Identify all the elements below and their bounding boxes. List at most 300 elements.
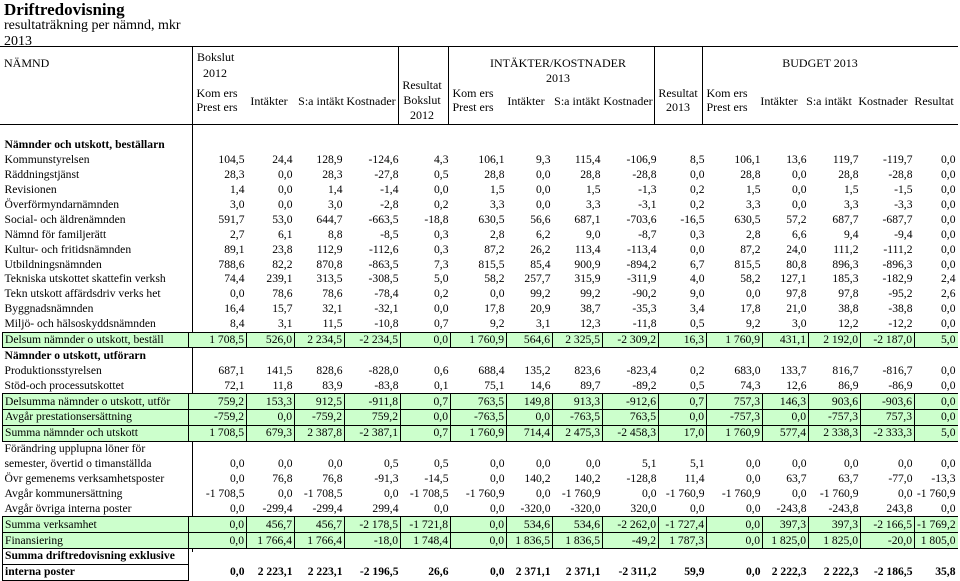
cell-value [507,138,553,153]
cell-value: -863,5 [368,257,399,271]
header-intakter-2012: Intäkter [250,94,288,108]
cell-value: -8,7 [638,227,657,241]
cell-value [915,441,958,456]
cell-value: 13,6 [786,153,807,167]
cell-value: 83,9 [322,378,343,392]
cell-value: -2 309,2 [603,332,659,348]
cell-value: 2 387,8 [295,425,345,441]
header-intakter-2013: Intäkter [507,94,545,108]
table-row [3,378,958,393]
cell-value: 870,8 [316,257,343,271]
cell-value: 313,5 [316,272,343,286]
table-row [3,348,958,363]
cell-value: 0,3 [434,242,449,256]
cell-value: -1 708,5 [409,486,449,500]
header-resultat-budget: Resultat [914,94,954,108]
cell-value: -759,2 [189,410,247,426]
cell-value: 3,1 [536,317,551,331]
cell-value: 0,0 [792,168,807,182]
page-year: 2013 [4,34,32,49]
row-label: Summa verksamhet [3,517,189,533]
cell-value: 1 748,4 [401,533,451,549]
cell-value: -1 760,9 [465,486,505,500]
cell-value [553,348,603,363]
cell-value: 687,1 [574,212,601,226]
cell-value: 0,0 [278,183,293,197]
cell-value: -90,2 [632,287,657,301]
cell-value: 28,8 [740,168,761,182]
cell-value: 0,5 [434,457,449,471]
cell-value: -896,3 [882,257,913,271]
table-row [3,227,958,242]
cell-value [809,348,861,363]
cell-value: 6,1 [278,227,293,241]
cell-value: 3,3 [586,198,601,211]
cell-value: -2 311,2 [618,565,657,579]
header-prest-ers-budget: Prest ers [706,100,748,114]
cell-value: 5,0 [434,272,449,286]
row-label: Byggnadsnämnden [4,302,94,316]
cell-value: 0,7 [401,425,451,441]
cell-value: -903,6 [861,394,915,410]
cell-value: 104,5 [218,153,245,167]
cell-value: -49,2 [603,533,659,549]
cell-value: 63,7 [838,472,859,486]
cell-value: 0,0 [189,517,247,533]
table-row [3,564,958,580]
cell-value: 900,9 [574,257,601,271]
cell-value: -119,7 [882,153,913,167]
cell-value: 128,9 [316,153,343,167]
col-divider-5 [654,46,655,124]
cell-value: 0,0 [915,410,958,426]
cell-value: 76,8 [272,472,293,486]
cell-value: 0,0 [401,332,451,348]
cell-value: -35,3 [632,302,657,316]
cell-value: 0,0 [490,565,505,579]
cell-value: 9,2 [746,317,761,331]
cell-value: 57,2 [786,212,807,226]
cell-value: 0,0 [941,302,956,316]
cell-value [345,441,401,456]
row-label: Finansiering [3,533,189,549]
cell-value: 20,9 [530,302,551,316]
cell-value: 763,5 [451,394,507,410]
cell-value: 0,0 [941,227,956,241]
cell-value: 53,0 [272,212,293,226]
cell-value: 140,2 [574,472,601,486]
cell-value: 0,0 [941,242,956,256]
cell-value: 23,8 [272,242,293,256]
cell-value: -18,8 [424,212,449,226]
header-kom-ers-budget: Kom ers [706,86,748,100]
cell-value: 2 192,0 [809,332,861,348]
cell-value [295,138,345,153]
cell-value: 0,0 [507,410,553,426]
cell-value: 0,0 [792,183,807,197]
cell-value: 0,0 [898,486,913,500]
cell-value [507,441,553,456]
cell-value: 0,0 [659,410,707,426]
header-bokslut: Bokslut [197,50,235,64]
cell-value: 828,6 [316,363,343,377]
cell-value: 26,6 [428,565,449,579]
cell-value: 0,0 [451,517,507,533]
cell-value: 1,4 [230,183,245,197]
cell-value: 97,8 [838,287,859,301]
cell-value: 1 836,5 [553,533,603,549]
cell-value: 5,1 [690,457,705,471]
header-ink-group: INTÄKTER/KOSTNADER 2013 [490,56,626,85]
cell-value [763,348,809,363]
cell-value: -311,9 [626,272,657,286]
table-row [3,257,958,272]
cell-value: 1 760,9 [451,425,507,441]
header-sa-intakt-budget: S:a intäkt [806,94,852,108]
cell-value: -2 234,5 [345,332,401,348]
cell-value [401,441,451,456]
cell-value [401,138,451,153]
cell-value: 2 223,1 [257,565,293,579]
table-row [3,153,958,168]
row-label: Stöd-och processutskottet [4,378,124,392]
cell-value: -89,2 [632,378,657,392]
cell-value: -83,8 [374,378,399,392]
cell-value: 78,6 [272,287,293,301]
cell-value: 1 825,0 [763,533,809,549]
cell-value: 119,7 [832,153,859,167]
cell-value: 140,2 [524,472,551,486]
cell-value: 0,0 [536,486,551,500]
col-divider-2 [448,46,449,124]
cell-value: 0,0 [792,486,807,500]
cell-value [507,348,553,363]
table-row [3,410,958,426]
cell-value: 0,0 [490,472,505,486]
cell-value: 4,0 [690,272,705,286]
cell-value: 1,5 [490,183,505,197]
cell-value: -128,8 [626,472,657,486]
table-row [3,486,958,501]
cell-value: -828,0 [368,363,399,377]
table-row [3,287,958,302]
cell-value: 2 475,3 [553,425,603,441]
cell-value: 0,2 [434,198,449,211]
cell-value: 577,4 [763,425,809,441]
cell-value: 0,5 [690,378,705,392]
cell-value: 714,4 [507,425,553,441]
cell-value: 1,5 [746,183,761,197]
cell-value: 0,7 [401,394,451,410]
table-row [3,425,958,441]
cell-value: 82,2 [272,257,293,271]
table-row [3,472,958,487]
cell-value: 0,0 [941,168,956,182]
row-label: Revisionen [4,183,57,197]
cell-value: 0,0 [384,486,399,500]
cell-value: 16,3 [659,332,707,348]
cell-value: -1 760,9 [819,486,859,500]
cell-value: -763,5 [451,410,507,426]
cell-value: 8,4 [230,317,245,331]
cell-value: 16,4 [224,302,245,316]
cell-value: 0,0 [536,457,551,471]
header-prest-ers-2012: Prest ers [196,100,238,114]
cell-value [451,138,507,153]
cell-value: 89,1 [224,242,245,256]
cell-value: -1,4 [380,183,399,197]
header-kom-ers-2012: Kom ers [196,86,238,100]
cell-value: 0,0 [642,486,657,500]
cell-value: -1 760,9 [561,486,601,500]
cell-value: -14,5 [424,472,449,486]
cell-value: 9,3 [536,153,551,167]
page-subtitle: resultaträkning per nämnd, mkr [4,18,181,33]
cell-value: 97,8 [786,287,807,301]
cell-value: -86,9 [888,378,913,392]
cell-value: 299,4 [372,501,399,515]
cell-value: 56,6 [530,212,551,226]
cell-value: 913,3 [553,394,603,410]
cell-value: -2 262,0 [603,517,659,533]
cell-value: 0,0 [230,287,245,301]
cell-value: 0,6 [434,363,449,377]
table-row [3,138,958,153]
cell-value: 21,0 [786,302,807,316]
row-label: Delsumma nämnder o utskott, utför [3,394,189,410]
cell-value: -1 760,9 [721,486,761,500]
cell-value: 0,0 [763,410,809,426]
row-label: Tekniska utskottet skattefin verksh [4,272,166,286]
header-sa-intakt-2012: S:a intäkt [298,94,344,108]
cell-value: -20,0 [861,533,915,549]
cell-value: 0,0 [746,501,761,515]
cell-value: 1 787,3 [659,533,707,549]
cell-value: -32,1 [374,302,399,316]
cell-value: 11,8 [272,378,293,392]
cell-value: 28,3 [322,168,343,182]
table-row [3,517,958,533]
cell-value: 0,0 [941,198,956,211]
cell-value: -308,5 [368,272,399,286]
cell-value: 85,4 [530,257,551,271]
header-sa-intakt-2013: S:a intäkt [554,94,600,108]
cell-value: 0,0 [490,287,505,301]
row-label: Räddningstjänst [4,168,80,182]
header-resultat-2013: Resultat [658,86,698,100]
cell-value: 0,0 [690,168,705,182]
header-resultat-bokslut: Bokslut [403,93,441,107]
cell-value: 0,1 [434,378,449,392]
cell-value: 0,0 [230,565,245,579]
cell-value: 5,1 [642,457,657,471]
cell-value [247,348,295,363]
cell-value: -243,8 [828,501,859,515]
cell-value: 0,0 [434,501,449,515]
cell-value: 0,0 [792,198,807,211]
cell-value: -78,4 [374,287,399,301]
cell-value: 149,8 [507,394,553,410]
cell-value: 239,1 [266,272,293,286]
cell-value: 0,0 [401,410,451,426]
cell-value [295,348,345,363]
row-label: interna poster [3,564,189,580]
cell-value [659,348,707,363]
cell-value: 2,7 [230,227,245,241]
cell-value: 2 234,5 [295,332,345,348]
cell-value [763,441,809,456]
cell-value: 35,8 [935,565,956,579]
cell-value: -2 387,1 [345,425,401,441]
header-bokslut-year: 2012 [203,66,227,80]
cell-value: 0,0 [746,472,761,486]
row-label: Nämnder o utskott, utförarn [4,348,146,362]
cell-value: 17,8 [740,302,761,316]
cell-value: 78,6 [322,287,343,301]
cell-value: -2 196,5 [359,565,399,579]
cell-value: 133,7 [780,363,807,377]
cell-value [553,138,603,153]
cell-value: -9,4 [894,227,913,241]
cell-value: 687,7 [832,212,859,226]
cell-value: 896,3 [832,257,859,271]
cell-value: -106,9 [626,153,657,167]
cell-value: 1,4 [328,183,343,197]
cell-value: 2,4 [941,272,956,286]
cell-value: -12,2 [888,317,913,331]
cell-value: 28,8 [838,168,859,182]
cell-value: 912,5 [295,394,345,410]
cell-value: 28,8 [484,168,505,182]
cell-value: 0,0 [941,212,956,226]
table-row [3,363,958,378]
cell-value: 0,0 [586,457,601,471]
cell-value: -16,5 [680,212,705,226]
cell-value: 3,3 [490,198,505,211]
cell-value: 127,1 [780,272,807,286]
cell-value: -757,3 [707,410,763,426]
cell-value: 757,3 [861,410,915,426]
cell-value: 0,5 [384,457,399,471]
cell-value: 564,6 [507,332,553,348]
cell-value: 2 325,5 [553,332,603,348]
cell-value: 14,6 [530,378,551,392]
cell-value: 0,0 [941,457,956,471]
cell-value: -27,8 [374,168,399,182]
cell-value: 89,7 [580,378,601,392]
header-resultat-year-2012: 2012 [410,108,434,122]
cell-value: 431,1 [763,332,809,348]
cell-value: 87,2 [740,242,761,256]
table-row [3,501,958,516]
cell-value: 2 223,1 [307,565,343,579]
cell-value [659,138,707,153]
cell-value: 2 222,3 [771,565,807,579]
row-label: Summa nämnder och utskott [3,425,189,441]
cell-value: 38,8 [838,302,859,316]
cell-value: 6,7 [690,257,705,271]
cell-value: -77,0 [888,472,913,486]
cell-value: 5,0 [915,425,958,441]
cell-value: 9,4 [844,227,859,241]
cell-value: 0,7 [659,394,707,410]
cell-value: 823,6 [574,363,601,377]
cell-value: -91,3 [374,472,399,486]
cell-value: 0,0 [690,501,705,515]
cell-value: -1 769,2 [915,517,958,533]
table-row [3,457,958,472]
cell-value: 12,6 [786,378,807,392]
cell-value [603,138,659,153]
header-kostnader-2013: Kostnader [603,94,653,108]
cell-value: 815,5 [734,257,761,271]
cell-value: 0,5 [434,168,449,182]
cell-value: 0,0 [189,533,247,549]
cell-value: 74,4 [224,272,245,286]
cell-value: 0,0 [941,317,956,331]
cell-value: 397,3 [763,517,809,533]
table-row [3,302,958,317]
cell-value: 141,5 [266,363,293,377]
table-row [3,441,958,456]
row-label: Avgår prestationsersättning [3,410,189,426]
cell-value: -8,5 [380,227,399,241]
cell-value: 153,3 [247,394,295,410]
cell-value: 63,7 [786,472,807,486]
cell-value: 0,2 [690,183,705,197]
cell-value [659,441,707,456]
cell-value [809,138,861,153]
header-kostnader-2012: Kostnader [346,94,396,108]
cell-value: 80,8 [786,257,807,271]
cell-value: 17,0 [659,425,707,441]
cell-value [707,348,763,363]
cell-value: 76,8 [322,472,343,486]
cell-value: 0,2 [434,287,449,301]
cell-value: -38,8 [888,302,913,316]
cell-value: 591,7 [218,212,245,226]
cell-value: 2 222,3 [823,565,859,579]
cell-value [707,138,763,153]
cell-value: 0,0 [844,457,859,471]
cell-value [189,138,247,153]
cell-value: 0,0 [690,242,705,256]
cell-value: 1 760,9 [707,425,763,441]
cell-value: 0,5 [690,317,705,331]
cell-value: -28,8 [888,168,913,182]
cell-value: 1 766,4 [295,533,345,549]
cell-value: 526,0 [247,332,295,348]
cell-value: 1 708,5 [189,332,247,348]
cell-value: 0,2 [690,363,705,377]
header-bottom-line [0,124,958,125]
cell-value: -703,6 [626,212,657,226]
cell-value: -320,0 [520,501,551,515]
cell-value: 72,1 [224,378,245,392]
cell-value: -2 166,5 [861,517,915,533]
cell-value: 28,3 [224,168,245,182]
cell-value: 111,2 [833,242,859,256]
row-label: Utbildningsnämnden [4,257,102,271]
cell-value: 0,3 [434,227,449,241]
cell-value: -13,3 [931,472,956,486]
cell-value: 0,0 [490,501,505,515]
cell-value: 0,0 [536,168,551,182]
cell-value [707,441,763,456]
cell-value: 99,2 [530,287,551,301]
cell-value: 115,4 [574,153,601,167]
cell-value: 688,4 [478,363,505,377]
